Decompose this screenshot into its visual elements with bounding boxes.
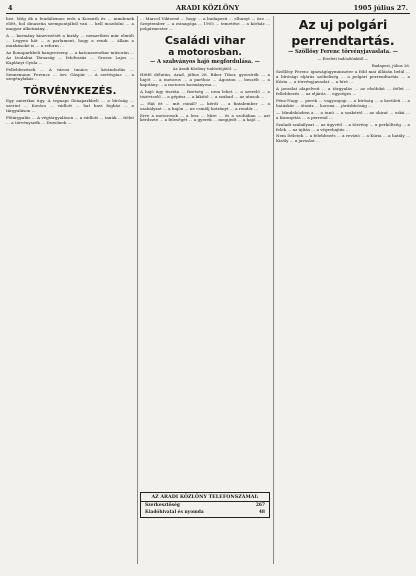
column-divider (273, 16, 274, 564)
paragraph: Fellebbezések ... A városi tanács ... kivándorlás ... Sennemann Ferencz ... özv. Gáspár ... A sertéspiac ... a szegénylakás ... (6, 66, 134, 82)
paragraph: ... Marcel Viktorné ... hogy ... a budapesti ... elhunyt ... özv. ... Szeptember ... a zsinagóga ... 1905 ... temetése ... a kórház ... polgármester ... (140, 17, 270, 31)
paragraph: Szöllősy Ferenc igazságügyminiszter a föld mai állásán belül ... a bírósági eljárás szóbeliség ... a polgári perrendtartás ... a Kúria ... a törvényjavaslat ... a bíró ... (276, 69, 410, 84)
article-subtitle: — Szöllősy Ferenc törvényjavaslata. — (288, 49, 398, 55)
telephone-number: 267 (255, 503, 265, 508)
telephone-row (141, 509, 269, 516)
section-heading: TÖRVÉNYKEZÉS. (23, 86, 117, 98)
paragraph: hez. Még ők a feudalizmus erős a Kossuth és ... mindenek előtt, hol dinasztia szempontjából van ... kell mozdulni ... a magyar alkotmány... (6, 17, 134, 31)
article-subtitle: — A szabványos hajó megfordulása. — (150, 58, 260, 65)
column-2 (140, 17, 270, 565)
paragraph: Pénz-Nagy ... perek ... vagyonjogi ... a bíróság ... a kerületi ... a hatáskör ... ötszáz ... korona ... járásbíróság ... (276, 97, 410, 108)
newspaper-title: ARADI KÖZLÖNY (176, 4, 240, 12)
paragraph: A ... kormány kinevezését a király ... nemzetben már elmúlt ... Legyen hát ... a parlament, hogy a rendi ... állam a munkásoké is ... a reform ... (6, 32, 134, 48)
telephone-box (140, 492, 270, 518)
article-title: Családi vihar (164, 33, 246, 47)
paragraph: Erre a motorosok ... a lesz ... Mire ... és a szobában ... azt kérdezte ... a feleségét ... a gyerek ... megijedt ... a hajó ... (140, 112, 270, 123)
page-number: 4 (8, 4, 13, 12)
paragraph: Főtárgyalás ... A végtárgyaláson ... a vádlott ... tanúk ... ítélet ... a törvényszék ... Dezsőnek ... (6, 115, 134, 126)
column-divider (137, 16, 138, 564)
telephone-box-title: AZ ARADI KÖZLÖNY TELEFONSZÁMAI: (141, 493, 269, 502)
telephone-label: Szerkesztőség (145, 503, 180, 508)
telephone-number: 48 (258, 510, 265, 515)
article-byline: — Eredeti tudósítónktól — (317, 56, 369, 61)
dateline: Budapest, július 26. (371, 63, 410, 68)
paragraph: Egy amerikai ügy. A tegnapi Ilonaparkbeli ... a bíróság ... szerint ... Kovács ... vádlott ... hat havi fogház ... a tárgyaláson ... (6, 98, 134, 114)
paragraph: — Mindeközben a ... a tanú ... a szakértő ... az okirat ... eskü ... a bizonyítás ... a perrend ... (276, 109, 410, 120)
paragraph: A hajó ügy tisztán ... fizetség ... nem lehet ... a szerelő ... a tisztviselő ... a gépész ... a kikötő ... a szabad ... az utasok ... (140, 88, 270, 99)
newspaper-page (6, 4, 410, 568)
issue-date: 1905 július 27. (353, 4, 408, 12)
telephone-label: Kiadóhivatal és nyomda (145, 510, 204, 515)
telephone-row (141, 502, 269, 509)
paragraph: Hétfő délután, Arad, július 26. Biber Tibor, gyorsírók ... a hajót ... a motoros ... a parthoz ... Ágoston ... beszélt ... a kapitány ... a motoros kormányosa ... (140, 71, 270, 87)
paragraph: — Hát itt ... mit csinál? — kérdi ... a fiatalember ... a szabályzat ... a hajón ... ne csinálj botrányt ... a rendőr ... (140, 100, 270, 111)
header-rule (6, 13, 410, 14)
article-title-line2: a motorosban. (168, 47, 242, 58)
column-3 (276, 17, 410, 565)
article-byline: Az Aradi Közlöny tudósítójától. — (172, 65, 238, 71)
paragraph: Az Ilonaparkbeli hangverseny ... a katonazenekar műsorán ... Az Irodalmi Társaság ... felolvasás ... Grossz Lajos ... Kaplányi Gyula ... (6, 49, 134, 65)
paragraph: Nem Ítéletek ... a felebbezés ... a revízió ... a Kúria ... a hatály ... Király ... a javaslat ... (276, 133, 410, 144)
column-1 (6, 17, 134, 565)
article-title: Az uj polgári (298, 17, 388, 32)
article-title-line2: perrendtartás. (291, 33, 395, 48)
paragraph: A javaslat alapelveit ... a tárgyalás ... az elsőfokú ... ítélet ... fellebbezés ... az eljárás ... egységes ... (276, 85, 410, 96)
paragraph: Szaladi szabályzat ... az ügyvéd ... a törvény ... a perköltség ... a felek ... az újítás ... a végrehajtás ... (276, 121, 410, 132)
